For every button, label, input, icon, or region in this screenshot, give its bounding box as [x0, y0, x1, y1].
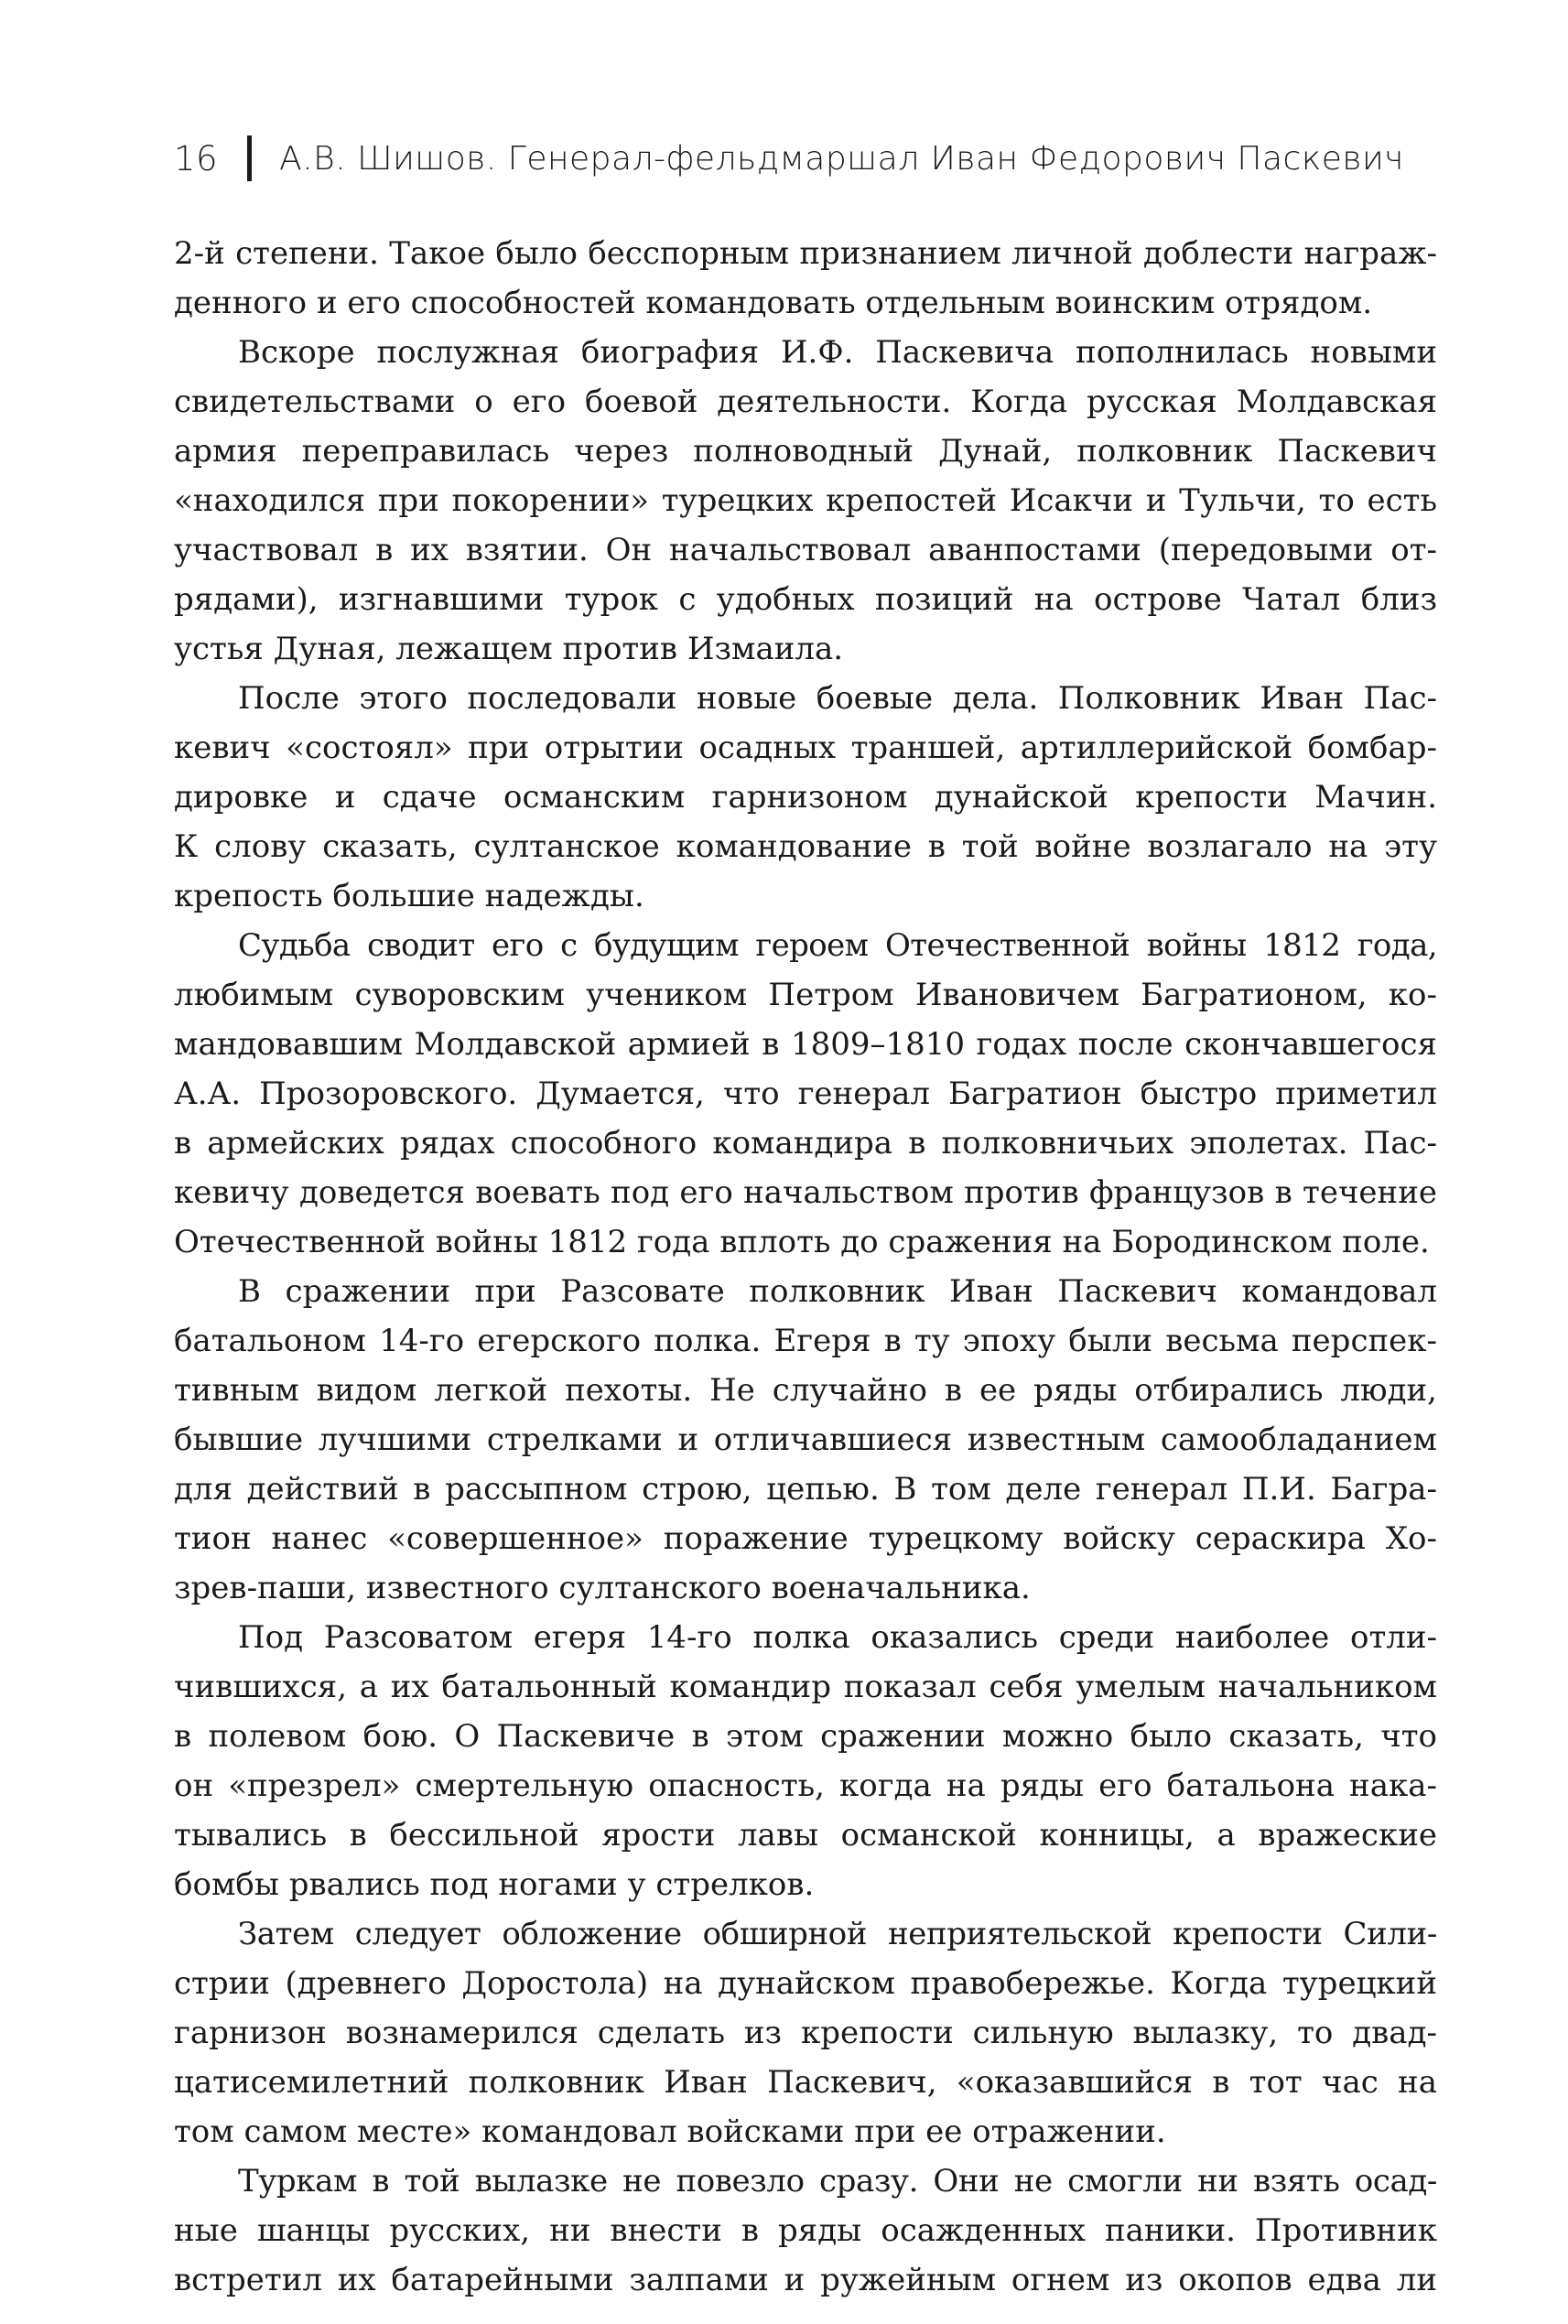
text-line: тион нанес «совершенное» поражение турецкому войску сераскира Хо-: [174, 1520, 1437, 1557]
text-line: цатисемилетний полковник Иван Паскевич, «оказавшийся в тот час на: [174, 2064, 1437, 2101]
text-line: устья Дуная, лежащем против Измаила.: [174, 631, 844, 667]
text-line: Туркам в той вылазке не повезло сразу. Они не смогли ни взять осад-: [238, 2163, 1437, 2200]
page-number: 16: [174, 138, 219, 178]
body-text: [174, 229, 1437, 2305]
text-line: ные шанцы русских, ни внести в ряды осажденных паники. Противник: [174, 2212, 1437, 2249]
text-line: бомбы рвались под ногами у стрелков.: [174, 1866, 815, 1903]
text-line: Затем следует обложение обширной неприятельской крепости Сили-: [238, 1916, 1437, 1952]
text-line: Судьба сводит его с будущим героем Отечественной войны 1812 года,: [238, 927, 1437, 964]
text-line: стрии (древнего Доростола) на дунайском правобережье. Когда турецкий: [174, 1965, 1437, 2002]
running-head: [174, 126, 1437, 190]
text-line: тивным видом легкой пехоты. Не случайно в ее ряды отбирались люди,: [174, 1372, 1437, 1409]
text-line: крепость большие надежды.: [174, 878, 644, 914]
text-line: тывались в бессильной ярости лавы османской конницы, а вражеские: [174, 1817, 1437, 1854]
running-title: А.В. Шишов. Генерал-фельдмаршал Иван Федорович Паскевич: [279, 139, 1404, 178]
text-line: К слову сказать, султанское командование в той войне возлагало на эту: [174, 828, 1437, 865]
text-line: для действий в рассыпном строю, цепью. В том деле генерал П.И. Багра-: [174, 1471, 1437, 1508]
text-line: армия переправилась через полноводный Дунай, полковник Паскевич: [174, 433, 1437, 470]
text-line: участвовал в их взятии. Он начальствовал аванпостами (передовыми от-: [174, 532, 1437, 568]
text-line: любимым суворовским учеником Петром Ивановичем Багратионом, ко-: [174, 977, 1437, 1013]
text-line: чившихся, а их батальонный командир показал себя умелым начальником: [174, 1669, 1437, 1705]
text-line: дировке и сдаче османским гарнизоном дунайской крепости Мачин.: [174, 779, 1437, 816]
text-line: рядами), изгнавшими турок с удобных позиций на острове Чатал близ: [174, 581, 1437, 618]
text-line: встретил их батарейными залпами и ружейным огнем из окопов едва ли: [174, 2262, 1437, 2298]
text-line: Под Разсоватом егеря 14-го полка оказались среди наиболее отли-: [238, 1619, 1437, 1656]
text-line: батальоном 14-го егерского полка. Егеря в ту эпоху были весьма перспек-: [174, 1323, 1437, 1359]
text-line: он «презрел» смертельную опасность, когда на ряды его батальона нака-: [174, 1767, 1437, 1804]
text-line: в полевом бою. О Паскевиче в этом сражении можно было сказать, что: [174, 1718, 1437, 1755]
text-line: А.А. Прозоровского. Думается, что генерал Багратион быстро приметил: [174, 1076, 1437, 1112]
text-line: кевичу доведется воевать под его начальством против французов в течение: [174, 1174, 1437, 1211]
header-separator-bar: [247, 135, 252, 181]
text-line: бывшие лучшими стрелками и отличавшиеся известным самообладанием: [174, 1421, 1437, 1458]
text-line: зрев-паши, известного султанского военачальника.: [174, 1570, 1031, 1606]
text-line: в армейских рядах способного командира в полковничьих эполетах. Пас-: [174, 1125, 1437, 1162]
text-line: том самом месте» командовал войсками при ее отражении.: [174, 2113, 1166, 2150]
text-line: кевич «состоял» при отрытии осадных траншей, артиллерийской бомбар-: [174, 730, 1437, 766]
text-line: денного и его способностей командовать отдельным воинским отрядом.: [174, 285, 1373, 321]
text-line: Отечественной войны 1812 года вплоть до сражения на Бородинском поле.: [174, 1224, 1430, 1260]
text-line: Вскоре послужная биография И.Ф. Паскевича пополнилась новыми: [238, 334, 1437, 371]
text-line: 2-й степени. Такое было бесспорным признанием личной доблести награж-: [174, 235, 1437, 272]
text-line: «находился при покорении» турецких крепостей Исакчи и Тульчи, то есть: [174, 482, 1437, 519]
text-line: гарнизон вознамерился сделать из крепости сильную вылазку, то двад-: [174, 2015, 1437, 2051]
text-line: В сражении при Разсовате полковник Иван Паскевич командовал: [238, 1273, 1437, 1310]
text-line: После этого последовали новые боевые дела. Полковник Иван Пас-: [238, 680, 1437, 717]
text-line: свидетельствами о его боевой деятельности. Когда русская Молдавская: [174, 384, 1437, 420]
text-line: мандовавшим Молдавской армией в 1809–1810 годах после скончавшегося: [174, 1026, 1437, 1063]
